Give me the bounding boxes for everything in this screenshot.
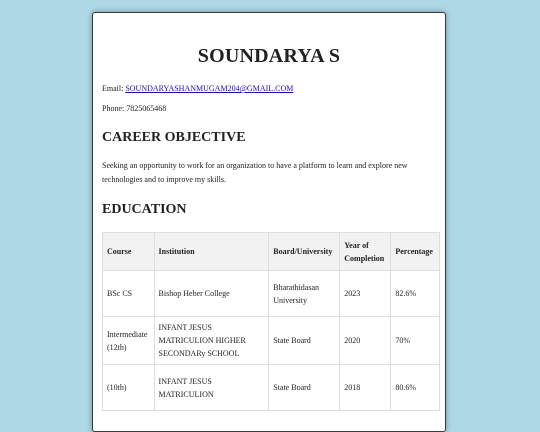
cell-board: Bharathidasan University: [269, 271, 340, 317]
cell-institution: INFANT JESUS MATRICULION: [154, 365, 269, 411]
column-header-year: Year of Completion: [340, 233, 391, 271]
cell-percentage: 80.6%: [391, 365, 440, 411]
table-header-row: [103, 233, 440, 271]
resume-page: [92, 12, 446, 432]
email-link[interactable]: SOUNDARYASHANMUGAM204@GMAIL.COM: [125, 84, 294, 93]
table-row: [103, 365, 440, 411]
cell-board: State Board: [269, 317, 340, 365]
email-line: [102, 84, 436, 94]
cell-percentage: 70%: [391, 317, 440, 365]
column-header-course: Course: [103, 233, 155, 271]
cell-course: (10th): [103, 365, 155, 411]
column-header-percentage: Percentage: [391, 233, 440, 271]
cell-institution: INFANT JESUS MATRICULION HIGHER SECONDARy SCHOOL: [154, 317, 269, 365]
phone-label: Phone:: [102, 104, 125, 113]
education-table: [102, 232, 440, 411]
career-objective-text: Seeking an opportunity to work for an organization to have a platform to learn and explore new technologies and to improve my skills.: [102, 161, 408, 184]
email-label: Email:: [102, 84, 124, 93]
table-row: [103, 271, 440, 317]
cell-year: 2018: [340, 365, 391, 411]
resume-name: SOUNDARYA S: [197, 45, 341, 67]
education-table-body: [103, 271, 440, 411]
cell-institution: Bishop Heber College: [154, 271, 269, 317]
cell-percentage: 82.6%: [391, 271, 440, 317]
career-objective-heading: CAREER OBJECTIVE: [102, 130, 246, 145]
education-heading: EDUCATION: [102, 202, 187, 217]
table-row: [103, 317, 440, 365]
column-header-board: Board/University: [269, 233, 340, 271]
cell-course: BSc CS: [103, 271, 155, 317]
column-header-institution: Institution: [154, 233, 269, 271]
phone-number: 7825065468: [126, 104, 167, 113]
cell-year: 2023: [340, 271, 391, 317]
education-table-head: [103, 233, 440, 271]
cell-year: 2020: [340, 317, 391, 365]
cell-board: State Board: [269, 365, 340, 411]
phone-line: [102, 104, 436, 114]
cell-course: Intermediate (12th): [103, 317, 155, 365]
